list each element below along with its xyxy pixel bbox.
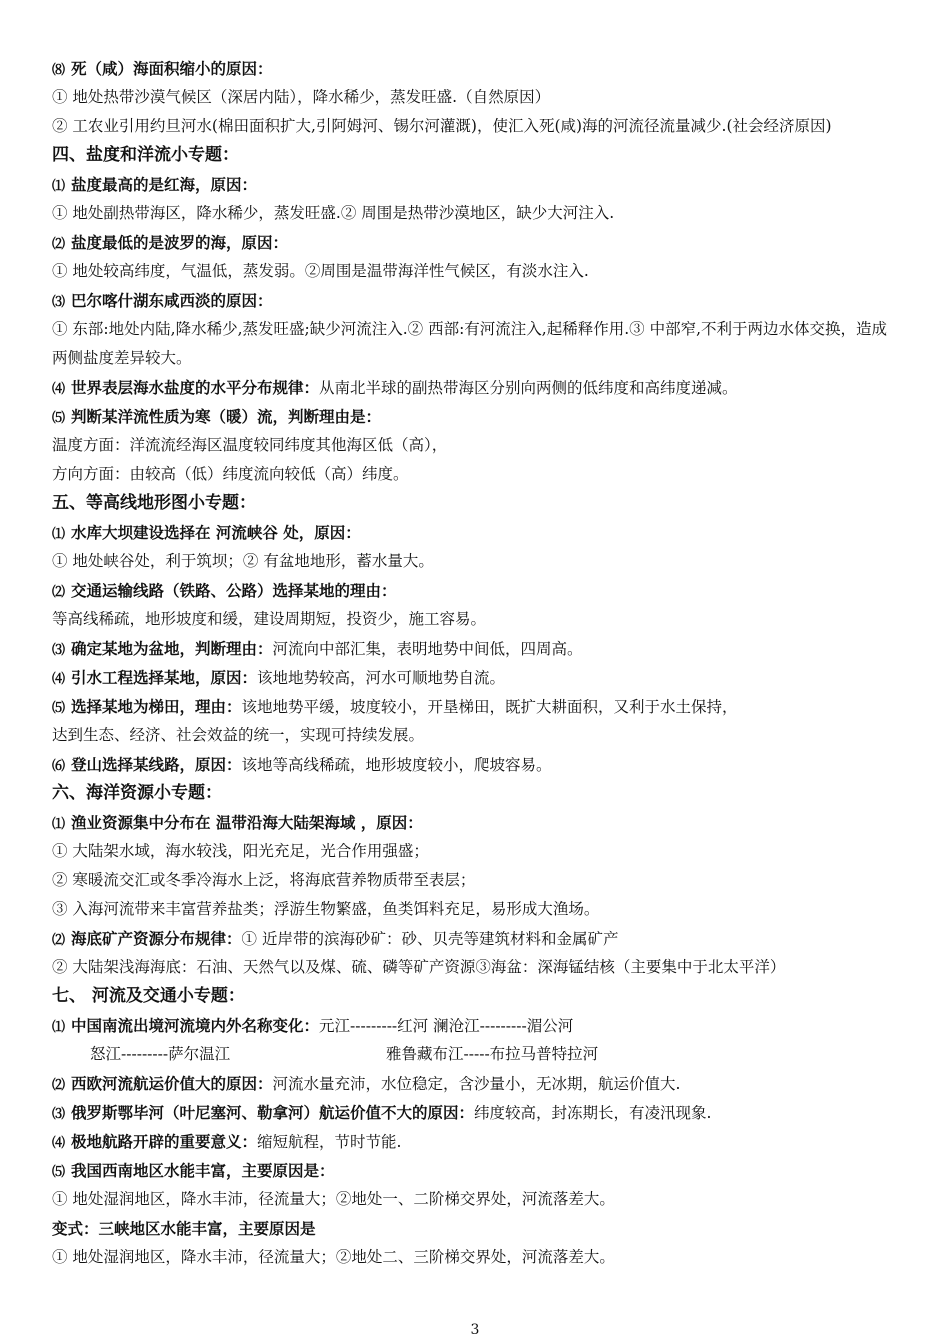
s7-item-2: ⑵ 西欧河流航运价值大的原因：河流水量充沛，水位稳定，含沙量小，无冰期，航运价值大. [52,1074,681,1093]
s5-item-1-text: ① 地处峡谷处，利于筑坝；② 有盆地地形，蓄水量大。 [52,552,434,570]
s4-item-1-text: ① 地处副热带海区，降水稀少，蒸发旺盛.② 周围是热带沙漠地区，缺少大河注入. [52,204,615,222]
section-7-title: 七、 河流及交通小专题： [52,986,245,1006]
s7-variant-heading: 变式：三峡地区水能丰富，主要原因是 [52,1219,316,1238]
s5-item-2-text: 等高线稀疏，地形坡度和缓，建设周期短，投资少，施工容易。 [52,610,487,628]
s4-item-5-line-1: 温度方面：洋流流经海区温度较同纬度其他海区低（高）， [52,436,448,454]
s7-item-5-text: ① 地处湿润地区，降水丰沛，径流量大；②地处一、二阶梯交界处，河流落差大。 [52,1190,615,1208]
s4-item-2-heading: ⑵ 盐度最低的是波罗的海，原因： [52,233,289,252]
s4-item-5-line-2: 方向方面：由较高（低）纬度流向较低（高）纬度。 [52,465,409,483]
s5-item-4: ⑷ 引水工程选择某地，原因：该地地势较高，河水可顺地势自流。 [52,668,506,687]
s4-item-5-heading: ⑸ 判断某洋流性质为寒（暖）流，判断理由是： [52,407,382,426]
s7-item-1: ⑴ 中国南流出境河流境内外名称变化：元江---------红河 澜沧江---------湄公河 [52,1016,574,1035]
s6-item-1-line-3: ③ 入海河流带来丰富营养盐类；浮游生物繁盛，鱼类饵料充足，易形成大渔场。 [52,900,600,918]
s4-item-3-text: ① 东部:地处内陆,降水稀少,蒸发旺盛;缺少河流注入.② 西部:有河流注入,起稀释作用.③ 中部窄,不利于两边水体交换，造成两侧盐度差异较大。 [52,320,888,367]
s6-item-1-line-2: ② 寒暖流交汇或冬季冷海水上泛，将海底营养物质带至表层； [52,871,476,889]
section-4-title: 四、盐度和洋流小专题： [52,145,239,165]
s5-item-2-heading: ⑵ 交通运输线路（铁路、公路）选择某地的理由： [52,581,397,600]
sec8-line-2: ② 工农业引用约旦河水(棉田面积扩大,引阿姆河、锡尔河灌溉)，使汇入死(咸)海的河流径流量减少.(社会经济原因) [52,117,832,135]
s6-item-2-line-2: ② 大陆架浅海海底：石油、天然气以及煤、硫、磷等矿产资源③海盆：深海锰结核（主要集中于北太平洋） [52,958,786,976]
s4-item-4: ⑷ 世界表层海水盐度的水平分布规律：从南北半球的副热带海区分别向两侧的低纬度和高纬度递减。 [52,378,738,397]
s4-item-2-text: ① 地处较高纬度，气温低，蒸发弱。②周围是温带海洋性气候区，有淡水注入. [52,262,589,280]
s6-item-1-heading: ⑴ 渔业资源集中分布在 温带沿海大陆架海域 ，原因： [52,813,423,832]
sec8-line-1: ① 地处热带沙漠气候区（深居内陆），降水稀少，蒸发旺盛.（自然原因） [52,88,551,106]
s7-item-1-line-2: 怒江---------萨尔温江 雅鲁藏布江-----布拉马普特拉河 [90,1045,599,1063]
s6-item-1-line-1: ① 大陆架水域，海水较浅，阳光充足，光合作用强盛； [52,842,429,860]
s6-item-2: ⑵ 海底矿产资源分布规律：① 近岸带的滨海砂矿：砂、贝壳等建筑材料和金属矿产 [52,929,619,948]
section-5-title: 五、等高线地形图小专题： [52,493,256,513]
s5-item-3: ⑶ 确定某地为盆地，判断理由：河流向中部汇集，表明地势中间低，四周高。 [52,639,583,658]
s5-item-1-heading: ⑴ 水库大坝建设选择在 河流峡谷 处，原因： [52,523,361,542]
s7-variant-text: ① 地处湿润地区，降水丰沛，径流量大；②地处二、三阶梯交界处，河流落差大。 [52,1248,615,1266]
s7-item-3: ⑶ 俄罗斯鄂毕河（叶尼塞河、勒拿河）航运价值不大的原因：纬度较高，封冻期长，有凌汛现象. [52,1103,712,1122]
sec8-heading: ⑻ 死（咸）海面积缩小的原因： [52,59,273,78]
s5-item-6: ⑹ 登山选择某线路，原因：该地等高线稀疏，地形坡度较小，爬坡容易。 [52,755,552,774]
s4-item-3-heading: ⑶ 巴尔喀什湖东咸西淡的原因： [52,291,273,310]
s4-item-1-heading: ⑴ 盐度最高的是红海，原因： [52,175,258,194]
section-6-title: 六、海洋资源小专题： [52,783,222,803]
s7-item-4: ⑷ 极地航路开辟的重要意义：缩短航程，节时节能. [52,1132,402,1151]
s7-item-5-heading: ⑸ 我国西南地区水能丰富，主要原因是： [52,1161,335,1180]
page-number: 3 [470,1322,480,1338]
document-page [52,54,900,1272]
s5-item-5-line-2: 达到生态、经济、社会效益的统一，实现可持续发展。 [52,726,425,744]
s5-item-5: ⑸ 选择某地为梯田，理由：该地地势平缓，坡度较小，开垦梯田，既扩大耕面积，又利于水土保持， [52,697,738,716]
